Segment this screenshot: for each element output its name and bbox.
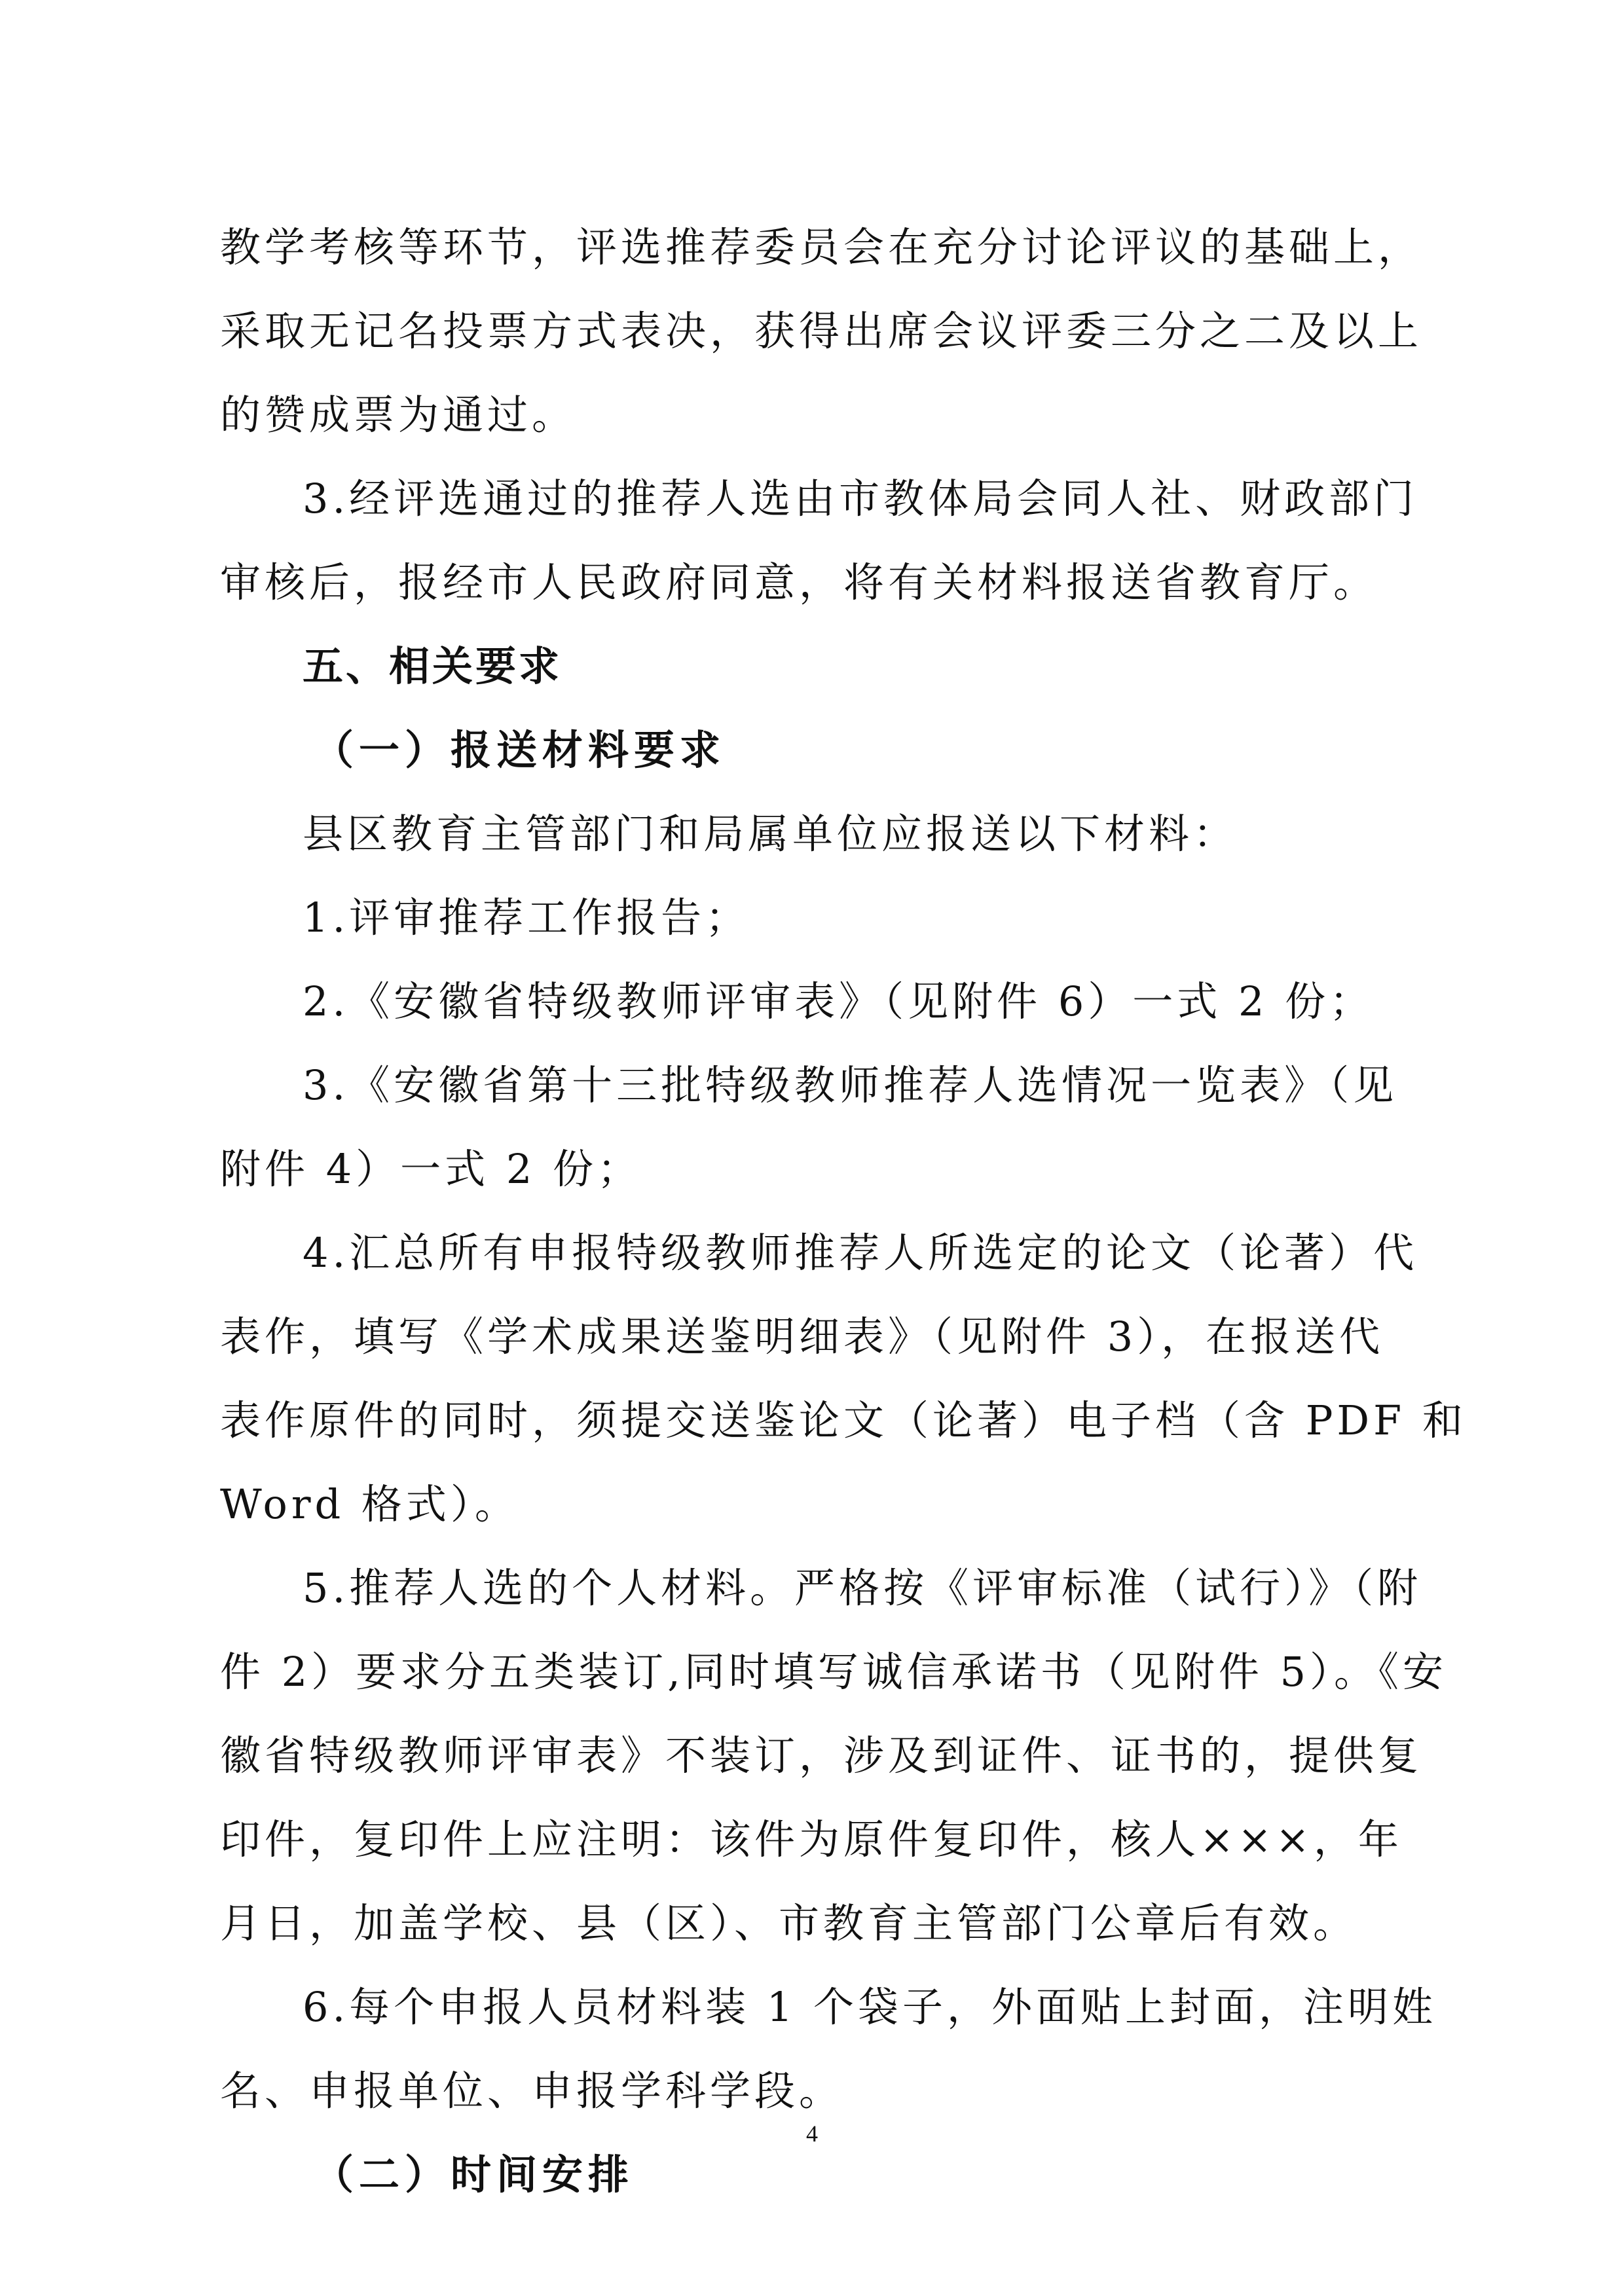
body-line-1: 教学考核等环节，评选推荐委员会在充分讨论评议的基础上，	[220, 223, 1423, 271]
body-line-23: 名、申报单位、申报学科学段。	[220, 2067, 844, 2115]
body-line-9: 1.评审推荐工作报告；	[303, 894, 750, 941]
body-line-2: 采取无记名投票方式表决，获得出席会议评委三分之二及以上	[220, 307, 1423, 355]
body-line-10: 2.《安徽省特级教师评审表》（见附件 6）一式 2 份；	[303, 977, 1375, 1025]
body-line-11: 3.《安徽省第十三批特级教师推荐人选情况一览表》（见	[303, 1061, 1398, 1109]
body-line-17: 5.推荐人选的个人材料。严格按《评审标准（试行）》（附	[303, 1564, 1422, 1612]
body-line-16: Word 格式）。	[220, 1480, 519, 1528]
body-line-22: 6.每个申报人员材料装 1 个袋子，外面贴上封面，注明姓	[303, 1983, 1437, 2031]
body-line-21: 月日，加盖学校、县（区）、市教育主管部门公章后有效。	[220, 1899, 1358, 1947]
body-line-20: 印件，复印件上应注明：该件为原件复印件，核人×××，年	[220, 1815, 1403, 1863]
body-line-12: 附件 4）一式 2 份；	[220, 1145, 642, 1193]
body-line-15: 表作原件的同时，须提交送鉴论文（论著）电子档（含 PDF 和	[220, 1396, 1467, 1444]
body-line-4: 3.经评选通过的推荐人选由市教体局会同人社、财政部门	[303, 475, 1418, 522]
body-line-13: 4.汇总所有申报特级教师推荐人所选定的论文（论著）代	[303, 1229, 1418, 1277]
section-heading: 五、相关要求	[303, 642, 563, 690]
body-line-3: 的赞成票为通过。	[220, 391, 577, 439]
page-number: 4	[806, 2121, 818, 2147]
body-line-8: 县区教育主管部门和局属单位应报送以下材料：	[303, 810, 1238, 858]
body-line-18: 件 2）要求分五类装订,同时填写诚信承诺书（见附件 5）。《安	[220, 1648, 1448, 1696]
body-line-14: 表作，填写《学术成果送鉴明细表》（见附件 3），在报送代	[220, 1313, 1384, 1360]
body-line-5: 审核后，报经市人民政府同意，将有关材料报送省教育厅。	[220, 558, 1378, 606]
subsection-heading-2: （二）时间安排	[313, 2151, 635, 2198]
body-line-19: 徽省特级教师评审表》不装订，涉及到证件、证书的，提供复	[220, 1732, 1423, 1779]
subsection-heading-1: （一）报送材料要求	[313, 726, 726, 774]
